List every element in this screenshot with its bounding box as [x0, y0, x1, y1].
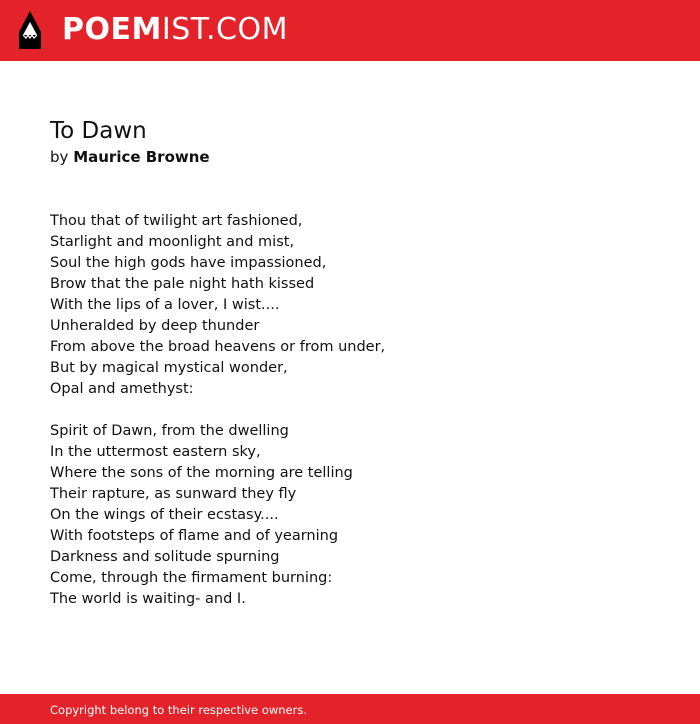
- author-name[interactable]: Maurice Browne: [73, 148, 210, 166]
- poem-line: On the wings of their ecstasy....: [50, 507, 279, 523]
- poem-line: Spirit of Dawn, from the dwelling: [50, 423, 289, 439]
- poem-article: [50, 116, 650, 631]
- poem-line: The world is waiting- and I.: [50, 591, 246, 607]
- poem-line: Where the sons of the morning are telling: [50, 465, 353, 481]
- poem-line: From above the broad heavens or from under,: [50, 339, 386, 355]
- site-header: [0, 0, 700, 61]
- poem-line: Their rapture, as sunward they fly: [50, 486, 297, 502]
- poem-body: [50, 211, 650, 610]
- poem-line: Darkness and solitude spurning: [50, 549, 280, 565]
- poem-title: To Dawn: [50, 118, 147, 144]
- brand-name-light: IST.COM: [161, 12, 288, 47]
- poem-line: Starlight and moonlight and mist,: [50, 234, 295, 250]
- poem-line: Unheralded by deep thunder: [50, 318, 260, 334]
- poem-line: Come, through the firmament burning:: [50, 570, 333, 586]
- poem-line: Soul the high gods have impassioned,: [50, 255, 327, 271]
- pencil-tip-icon[interactable]: [18, 10, 42, 50]
- poem-line: But by magical mystical wonder,: [50, 360, 288, 376]
- poem-line: Brow that the pale night hath kissed: [50, 276, 315, 292]
- stanza: [50, 211, 650, 400]
- poem-line: With the lips of a lover, I wist....: [50, 297, 280, 313]
- poem-line: In the uttermost eastern sky,: [50, 444, 261, 460]
- stanza: [50, 421, 650, 610]
- poem-line: With footsteps of flame and of yearning: [50, 528, 339, 544]
- byline: [50, 145, 650, 169]
- brand-name-bold: POEM: [62, 12, 162, 47]
- site-footer: [0, 694, 700, 724]
- poem-line: Opal and amethyst:: [50, 381, 194, 397]
- site-logo[interactable]: [62, 12, 288, 48]
- byline-prefix: by: [50, 148, 69, 166]
- copyright-notice: Copyright belong to their respective owners.: [50, 703, 308, 717]
- poem-line: Thou that of twilight art fashioned,: [50, 213, 303, 229]
